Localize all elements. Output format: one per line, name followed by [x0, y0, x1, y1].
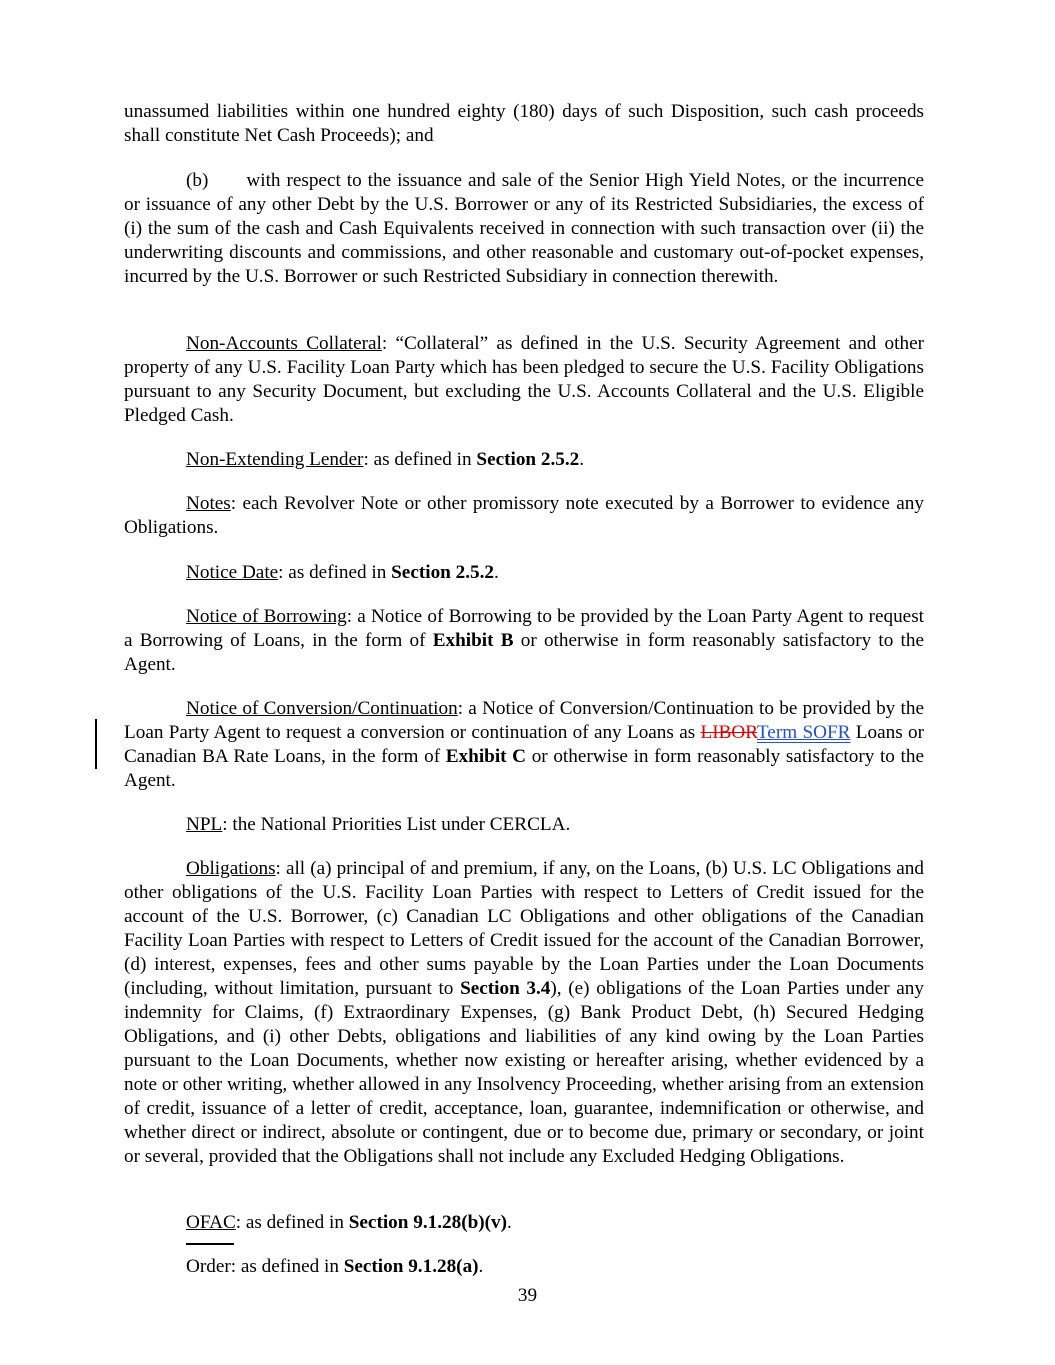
definition-notice-date	[124, 561, 924, 585]
defined-term: Non-Extending Lender	[186, 449, 364, 470]
deleted-text: LIBOR	[700, 722, 757, 743]
definition-text: Loans or Canadian BA Rate Loans, in the form of	[124, 722, 924, 767]
definition-text: .	[478, 1256, 484, 1277]
definition-text: : each Revolver Note or other promissory note executed by a Borrower to evidence any Obligations.	[124, 493, 924, 538]
paragraph-net-cash-proceeds-continued	[124, 100, 924, 148]
definition-text: : a Notice of Conversion/Continuation to be provided by the Loan Party Agent to request a conversion or continuation of any Loans as	[124, 698, 924, 743]
exhibit-reference: Exhibit B	[432, 630, 514, 651]
paragraph-text: with respect to the issuance and sale of the Senior High Yield Notes, or the incurrence or issuance of any other Debt by the U.S. Borrower or any of its Restricted Subsidiaries, the excess of (i) the sum of the cash and Cash Equivalents received in connection with such transaction over (ii) the underwriting discounts and commissions, and other reasonable and customary out-of-pocket expenses, incurred by the U.S. Borrower or such Restricted Subsidiary in connection therewith.	[124, 170, 924, 287]
definition-text: .	[507, 1212, 512, 1233]
section-reference: Section 9.1.28(a)	[343, 1256, 479, 1277]
section-reference: Section 2.5.2	[476, 449, 580, 470]
defined-term: Non-Accounts Collateral	[186, 333, 382, 354]
defined-term: Notice of Borrowing	[186, 606, 347, 627]
defined-term: Order	[186, 1256, 231, 1277]
definition-notice-of-conversion	[124, 697, 924, 793]
paragraph-text: unassumed liabilities within one hundred eighty (180) days of such Disposition, such cash proceeds shall constitute Net Cash Proceeds); and	[124, 101, 924, 146]
inserted-text: Term SOFR	[756, 722, 851, 743]
defined-term: Notes	[186, 493, 231, 514]
definition-text: : as defined in	[235, 1212, 349, 1233]
defined-term: NPL	[186, 814, 223, 835]
definition-text: : as defined in	[363, 449, 477, 470]
definition-text: ), (e) obligations of the Loan Parties under any indemnity for Claims, (f) Extraordinary Expenses, (g) Bank Product Debt, (h) Secured Hedging Obligations, and (i) other Debts, obligations and liabilities of any kind owing by the Loan Parties pursuant to the Loan Documents, whether now existing or hereafter arising, whether evidenced by a note or other writing, whether allowed in any Insolvency Proceeding, whether arising from an extension of credit, issuance of a letter of credit, acceptance, loan, guarantee, indemnification or otherwise, and whether direct or indirect, absolute or contingent, due or to become due, primary or secondary, or joint or several, provided that the Obligations shall not include any Excluded Hedging Obligations.	[124, 978, 924, 1167]
definition-text: : the National Priorities List under CERCLA.	[222, 814, 571, 835]
definition-text: : a Notice of Borrowing to be provided by the Loan Party Agent to request a Borrowing of Loans, in the form of	[124, 606, 924, 651]
definition-npl	[124, 813, 924, 837]
page-number: 39	[517, 1285, 538, 1306]
footnote-separator-line	[186, 1243, 234, 1245]
definition-order	[124, 1255, 924, 1279]
definition-text: .	[494, 562, 499, 583]
definition-obligations	[124, 857, 924, 1169]
definition-non-extending-lender	[124, 448, 924, 472]
definition-text: or otherwise in form reasonably satisfactory to the Agent.	[124, 746, 924, 791]
paragraph-clause-b	[124, 169, 924, 289]
revision-change-bar	[95, 719, 97, 769]
defined-term: Notice of Conversion/Continuation	[186, 698, 458, 719]
definition-ofac	[124, 1211, 924, 1235]
section-reference: Section 2.5.2	[391, 562, 495, 583]
section-reference: Section 9.1.28(b)(v)	[348, 1212, 508, 1233]
definition-notes	[124, 492, 924, 540]
definition-non-accounts-collateral	[124, 332, 924, 428]
definition-text: : as defined in	[278, 562, 392, 583]
definition-text: : “Collateral” as defined in the U.S. Security Agreement and other property of any U.S. Facility Loan Party which has been pledged to secure the U.S. Facility Obligations pursuant to any Security Document, but excluding the U.S. Accounts Collateral and the U.S. Eligible Pledged Cash.	[124, 333, 924, 426]
definition-notice-of-borrowing	[124, 605, 924, 677]
clause-label: (b)	[186, 170, 209, 191]
section-reference: Section 3.4	[460, 978, 551, 999]
defined-term: OFAC	[186, 1212, 236, 1233]
defined-term: Obligations	[186, 858, 276, 879]
defined-term: Notice Date	[186, 562, 279, 583]
definition-text: or otherwise in form reasonably satisfactory to the Agent.	[124, 630, 924, 675]
definition-text: .	[579, 449, 585, 470]
definition-text: : as defined in	[230, 1256, 344, 1277]
definition-text: : all (a) principal of and premium, if any, on the Loans, (b) U.S. LC Obligations and other obligations of the U.S. Facility Loan Parties with respect to Letters of Credit issued for the account of the U.S. Borrower, (c) Canadian LC Obligations and other obligations of the Canadian Facility Loan Parties with respect to Letters of Credit issued for the account of the Canadian Borrower, (d) interest, expenses, fees and other sums payable by the Loan Parties under the Loan Documents (including, without limitation, pursuant to	[124, 858, 924, 999]
exhibit-reference: Exhibit C	[445, 746, 527, 767]
